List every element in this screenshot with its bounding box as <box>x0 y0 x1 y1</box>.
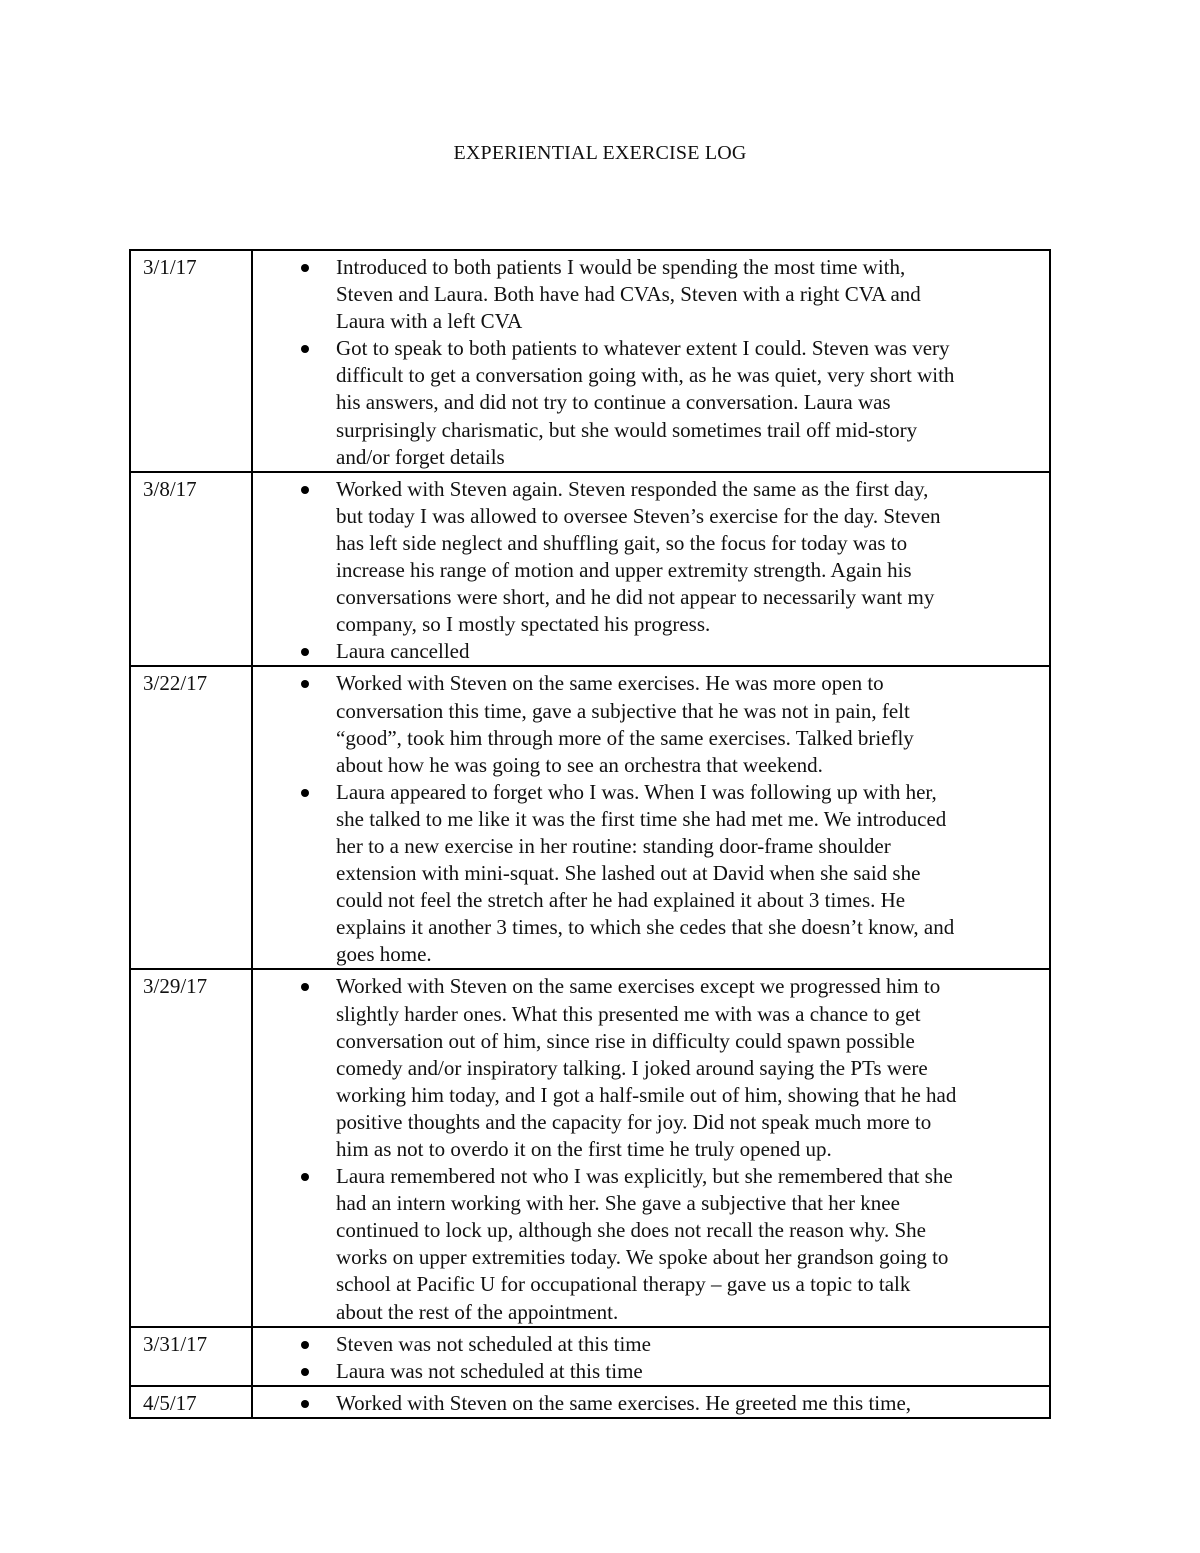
bullet-icon <box>301 1400 309 1408</box>
entry-text-line: but today I was allowed to oversee Steven’s exercise for the day. Steven <box>336 503 941 528</box>
log-date: 3/1/17 <box>131 251 253 471</box>
bullet-icon <box>301 1368 309 1376</box>
entry-text-line: conversations were short, and he did not appear to necessarily want my <box>336 585 935 610</box>
bullet-entry <box>253 335 1035 470</box>
bullet-icon <box>301 648 309 656</box>
log-row <box>131 251 1049 471</box>
entry-text-line: and/or forget details <box>336 444 505 469</box>
entry-text-line: “good”, took him through more of the same exercises. Talked briefly <box>336 725 914 750</box>
bullet-icon <box>301 983 309 991</box>
entry-text-line: comedy and/or inspiratory talking. I joked around saying the PTs were <box>336 1055 928 1080</box>
entry-text-line: Steven was not scheduled at this time <box>336 1331 651 1356</box>
log-date: 3/29/17 <box>131 970 253 1325</box>
bullet-icon <box>301 680 309 688</box>
bullet-entry <box>253 973 1035 1163</box>
log-entries <box>253 251 1049 471</box>
entry-text-line: has left side neglect and shuffling gait, so the focus for today was to <box>336 530 908 555</box>
bullet-icon <box>301 345 309 353</box>
bullet-icon <box>301 1341 309 1349</box>
bullet-entry <box>253 476 1035 639</box>
entry-text-line: her to a new exercise in her routine: standing door-frame shoulder <box>336 833 891 858</box>
entry-text-line: conversation this time, gave a subjective that he was not in pain, felt <box>336 698 910 723</box>
entry-text-line: him as not to overdo it on the first time he truly opened up. <box>336 1137 832 1161</box>
entry-text-line: surprisingly charismatic, but she would sometimes trail off mid-story <box>336 417 918 442</box>
log-row <box>131 1326 1049 1385</box>
entry-text-line: increase his range of motion and upper extremity strength. Again his <box>336 558 912 583</box>
log-row <box>131 1385 1049 1417</box>
entry-text-line: explains it another 3 times, to which she cedes that she doesn’t know, and <box>336 915 955 940</box>
bullet-icon <box>301 1173 309 1181</box>
entry-text-line: company, so I mostly spectated his progress. <box>336 612 711 637</box>
entry-text-line: Laura remembered not who I was explicitly, but she remembered that she <box>336 1164 953 1189</box>
entry-text-line: slightly harder ones. What this presented me with was a chance to get <box>336 1001 921 1026</box>
log-date: 3/31/17 <box>131 1328 253 1385</box>
entry-text-line: Worked with Steven on the same exercises. He greeted me this time, <box>336 1390 912 1415</box>
log-row <box>131 968 1049 1325</box>
log-date: 3/22/17 <box>131 667 253 968</box>
bullet-entry <box>253 254 1035 335</box>
entry-text-line: had an intern working with her. She gave a subjective that her knee <box>336 1191 900 1216</box>
bullet-icon <box>301 486 309 494</box>
entry-text-line: could not feel the stretch after he had explained it about 3 times. He <box>336 888 906 913</box>
bullet-entry <box>253 1331 1035 1358</box>
bullet-entry <box>253 1358 1035 1385</box>
entry-text-line: working him today, and I got a half-smile out of him, showing that he had <box>336 1082 957 1107</box>
entry-text-line: Laura appeared to forget who I was. When I was following up with her, <box>336 779 937 804</box>
entry-text-line: works on upper extremities today. We spoke about her grandson going to <box>336 1245 949 1270</box>
entry-text-line: she talked to me like it was the first time she had met me. We introduced <box>336 806 947 831</box>
log-row <box>131 665 1049 968</box>
log-date: 4/5/17 <box>131 1387 253 1417</box>
entry-text-line: Got to speak to both patients to whatever extent I could. Steven was very <box>336 336 950 361</box>
entry-text-line: Laura with a left CVA <box>336 309 523 334</box>
entry-text-line: continued to lock up, although she does not recall the reason why. She <box>336 1218 926 1243</box>
entry-text-line: his answers, and did not try to continue a conversation. Laura was <box>336 390 891 415</box>
log-row <box>131 471 1049 666</box>
bullet-entry <box>253 1163 1035 1326</box>
log-entries <box>253 667 1049 968</box>
entry-text-line: extension with mini-squat. She lashed out at David when she said she <box>336 861 921 886</box>
entry-text-line: Introduced to both patients I would be spending the most time with, <box>336 255 906 279</box>
page-title: EXPERIENTIAL EXERCISE LOG <box>453 142 747 164</box>
entry-text-line: about how he was going to see an orchestra that weekend. <box>336 752 823 777</box>
entry-text-line: difficult to get a conversation going with, as he was quiet, very short with <box>336 363 955 388</box>
bullet-icon <box>301 789 309 797</box>
bullet-entry <box>253 670 1035 778</box>
log-entries <box>253 1387 1049 1417</box>
entry-text-line: positive thoughts and the capacity for joy. Did not speak much more to <box>336 1109 932 1134</box>
log-entries <box>253 970 1049 1325</box>
entry-text-line: about the rest of the appointment. <box>336 1299 619 1324</box>
bullet-entry <box>253 1390 1035 1417</box>
entry-text-line: goes home. <box>336 942 432 967</box>
entry-text-line: Worked with Steven on the same exercises. He was more open to <box>336 671 884 696</box>
log-entries <box>253 1328 1049 1385</box>
entry-text-line: Worked with Steven again. Steven responded the same as the first day, <box>336 476 929 501</box>
log-entries <box>253 473 1049 666</box>
entry-text-line: school at Pacific U for occupational therapy – gave us a topic to talk <box>336 1272 911 1297</box>
entry-text-line: Laura was not scheduled at this time <box>336 1358 643 1383</box>
exercise-log-table <box>129 249 1051 1419</box>
bullet-entry <box>253 638 1035 665</box>
entry-text-line: Laura cancelled <box>336 639 470 664</box>
bullet-entry <box>253 779 1035 969</box>
entry-text-line: Steven and Laura. Both have had CVAs, Steven with a right CVA and <box>336 282 921 307</box>
entry-text-line: conversation out of him, since rise in difficulty could spawn possible <box>336 1028 915 1053</box>
log-date: 3/8/17 <box>131 473 253 666</box>
entry-text-line: Worked with Steven on the same exercises except we progressed him to <box>336 974 941 999</box>
bullet-icon <box>301 264 309 272</box>
